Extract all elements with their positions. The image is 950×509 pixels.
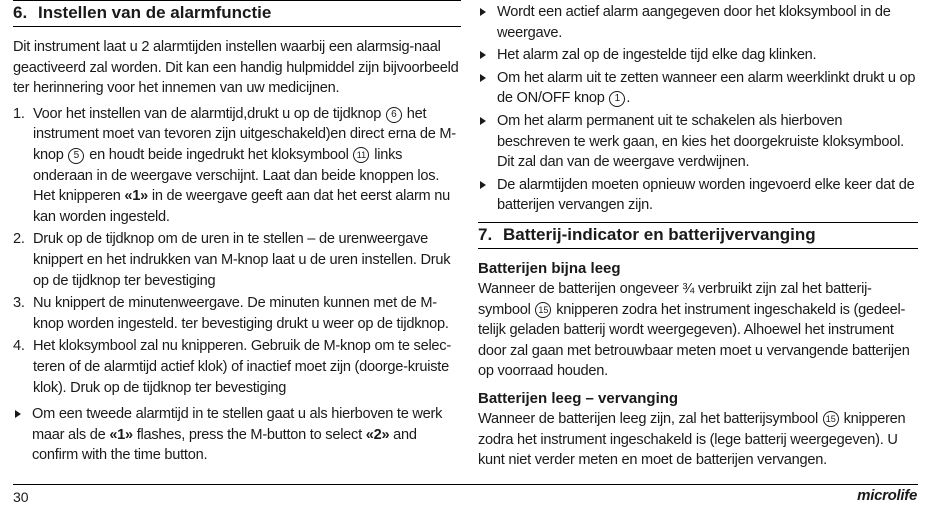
section-6-intro: Dit instrument laat u 2 alarmtijden instellen waarbij een alarmsig-naal geactiveerd zal worden. Dit kan een handig hulpmiddel zijn bijvoorbeeld ter herinnering voor het innemen van uw medicijnen. bbox=[13, 39, 459, 97]
callout-6-icon: 6 bbox=[386, 107, 402, 123]
step-1 bbox=[13, 104, 461, 228]
section-7-bottom-rule bbox=[478, 248, 918, 249]
callout-5-icon: 5 bbox=[68, 148, 84, 164]
section-6-top-rule bbox=[13, 0, 461, 1]
bullet-off bbox=[478, 68, 918, 109]
paragraph-empty-replace bbox=[478, 409, 918, 471]
bullet-off-text-b: . bbox=[626, 90, 631, 107]
left-column bbox=[13, 0, 461, 468]
subheading-almost-empty: Batterijen bijna leeg bbox=[478, 259, 621, 277]
step-4-number: 4. bbox=[13, 338, 25, 355]
callout-11-icon: 11 bbox=[353, 147, 369, 163]
step-4 bbox=[13, 336, 461, 398]
footer-rule bbox=[13, 484, 918, 485]
step-2-text: Druk op de tijdknop om de uren in te stellen – de urenweergave knippert en het indrukken van M-knop laat u de uren instellen. Druk op de tijdknop ter bevestiging bbox=[33, 231, 451, 289]
bullet-second-alarm-a: Om een tweede alarmtijd in te stellen gaat u als hierboven te werk maar als de bbox=[32, 406, 443, 443]
bullet-daily bbox=[478, 45, 918, 66]
callout-15-icon: 15 bbox=[823, 411, 839, 427]
bullet-permanent-text: Om het alarm permanent uit te schakelen als hierboven beschreven te werk gaan, en kies het doorgekruiste kloksymbool. Dit zal dan van de weergave verdwijnen. bbox=[497, 112, 904, 171]
bullet-off-text-a: Om het alarm uit te zetten wanneer een alarm weerklinkt drukt u op de ON/OFF knop bbox=[497, 69, 916, 107]
bullet-daily-text: Het alarm zal op de ingestelde tijd elke dag klinken. bbox=[497, 47, 817, 64]
bullet-arrow-icon bbox=[480, 8, 486, 16]
step-1-text-a: Voor het instellen van de alarmtijd,drukt u op de tijdknop bbox=[33, 105, 385, 122]
bullet-second-alarm-c: and confirm with the time button. bbox=[32, 426, 417, 464]
step-3-text: Nu knippert de minutenweergave. De minuten kunnen met de M-knop worden ingesteld. ter bevestiging drukt u weer op de tijdknop. bbox=[33, 295, 449, 332]
bullet-quote-1: «1» bbox=[109, 426, 133, 443]
bullet-arrow-icon bbox=[480, 117, 486, 125]
callout-15-icon: 15 bbox=[535, 302, 551, 318]
subheading-empty-replace: Batterijen leeg – vervanging bbox=[478, 389, 679, 407]
section-7-number: 7. bbox=[478, 224, 493, 244]
section-7-top-rule bbox=[478, 222, 918, 223]
empty-replace-text-b: knipperen zodra het instrument ingeschakeld is (lege batterij weergegeven). U kunt niet verder meten en moet de batterijen vervangen. bbox=[478, 410, 906, 469]
bullet-reenter bbox=[478, 175, 918, 216]
bullet-quote-2: «2» bbox=[365, 426, 390, 443]
step-1-text-c: en houdt beide ingedrukt het kloksymbool bbox=[85, 146, 353, 163]
section-7-title: Batterij-indicator en batterijvervanging bbox=[503, 224, 816, 244]
step-1-text-d: links onderaan in de weergave verschijnt. Laat dan beide knoppen los. Het knipperen bbox=[33, 146, 440, 205]
section-6-bottom-rule bbox=[13, 26, 461, 27]
step-2 bbox=[13, 229, 461, 291]
step-1-text-b: het instrument moet van tevoren zijn uitgeschakeld)en direct erna de M-knop bbox=[33, 105, 456, 163]
almost-empty-text-a: Wanneer de batterijen ongeveer ¾ verbruikt zijn zal het batterij-symbool bbox=[478, 280, 872, 318]
alarm-steps-list bbox=[13, 104, 461, 398]
step-4-text: Het kloksymbool zal nu knipperen. Gebruik de M-knop om te selec-teren of de alarmtijd actief klok) of inactief moet zijn (doorge-kruiste klok). Druk op de tijdknop ter bevestiging bbox=[33, 338, 451, 396]
bullet-permanent bbox=[478, 111, 918, 173]
bullet-active-alarm-text: Wordt een actief alarm aangegeven door het kloksymbool in de weergave. bbox=[497, 4, 891, 41]
section-6-heading bbox=[13, 2, 461, 24]
left-bullet-list bbox=[13, 404, 461, 466]
page-number: 30 bbox=[13, 489, 29, 505]
bullet-active-alarm bbox=[478, 2, 918, 43]
step-1-number: 1. bbox=[13, 105, 25, 122]
bullet-arrow-icon bbox=[480, 74, 486, 82]
bullet-arrow-icon bbox=[15, 410, 21, 418]
bullet-second-alarm-b: flashes, press the M-button to select bbox=[132, 426, 366, 443]
right-column bbox=[478, 0, 918, 471]
step-3-number: 3. bbox=[13, 295, 25, 312]
almost-empty-text-b: knipperen zodra het instrument ingeschakeld is (gedeel-telijk geladen batterij wordt weergegeven). Alhoewel het instrument door zal gaan met betrouwbaar meten moet u vervangende batterijen op voorraad houden. bbox=[478, 301, 910, 380]
step-1-text-e: in de weergave geeft aan dat het eerst alarm nu kan worden ingesteld. bbox=[33, 188, 450, 225]
section-7-heading bbox=[478, 224, 918, 246]
step-1-quote: «1» bbox=[124, 188, 149, 205]
bullet-arrow-icon bbox=[480, 51, 486, 59]
section-6-title: Instellen van de alarmfunctie bbox=[38, 3, 272, 22]
paragraph-almost-empty bbox=[478, 279, 918, 382]
brand-logo: microlife bbox=[857, 487, 917, 504]
step-2-number: 2. bbox=[13, 231, 25, 248]
bullet-arrow-icon bbox=[480, 181, 486, 189]
step-3 bbox=[13, 293, 461, 334]
callout-1-icon: 1 bbox=[609, 91, 625, 107]
bullet-second-alarm bbox=[13, 404, 461, 466]
section-6-number: 6. bbox=[13, 3, 28, 22]
bullet-reenter-text: De alarmtijden moeten opnieuw worden ingevoerd elke keer dat de batterijen vervangen zijn. bbox=[497, 176, 915, 214]
right-bullet-list bbox=[478, 2, 918, 216]
empty-replace-text-a: Wanneer de batterijen leeg zijn, zal het batterijsymbool bbox=[478, 410, 822, 427]
